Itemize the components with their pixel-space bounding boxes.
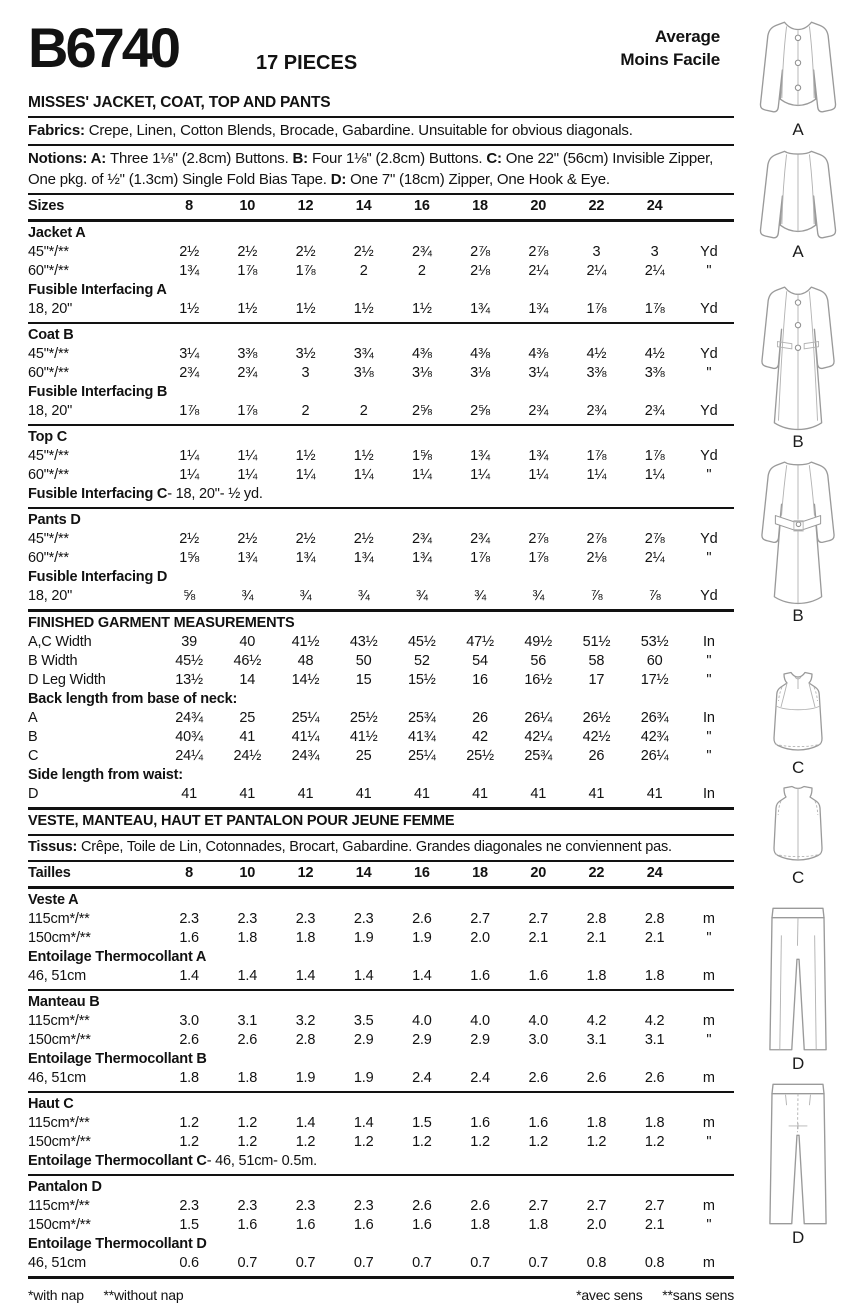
section-row: Haut C [28, 1095, 74, 1112]
section-row: Veste A [28, 891, 79, 908]
divider [28, 507, 734, 509]
table-row: A 24¾ 25 25¼ 25½ 25¾ 26 26¼ 26½ 26¾ In [28, 709, 715, 726]
figure-label: C [791, 758, 805, 777]
table-row: 45"*/** 2½ 2½ 2½ 2½ 2¾ 2⅞ 2⅞ 3 3 Yd [28, 243, 718, 260]
table-row: B 40¾ 41 41¼ 41½ 41¾ 42 42¼ 42½ 42¾ " [28, 728, 712, 745]
divider [28, 609, 734, 612]
difficulty-fr: Moins Facile [620, 49, 720, 69]
table-row: 46, 51cm 1.4 1.4 1.4 1.4 1.4 1.6 1.6 1.8 1.8 m [28, 967, 715, 984]
garment-illustrations-column [740, 0, 860, 1284]
table-row: 150cm*/** 1.5 1.6 1.6 1.6 1.6 1.8 1.8 2.0 2.1 " [28, 1216, 712, 1233]
figure-pants-d-back [740, 1078, 856, 1246]
section-row: Fusible Interfacing D [28, 568, 168, 585]
table-row: 45"*/** 3¼ 3⅜ 3½ 3¾ 4⅜ 4⅜ 4⅜ 4½ 4½ Yd [28, 345, 718, 362]
section-row: Coat B [28, 326, 74, 343]
divider [28, 219, 734, 222]
pattern-envelope-back [28, 12, 734, 1303]
header [28, 12, 734, 90]
pieces-count: 17 PIECES [256, 52, 358, 74]
table-row: A,C Width 39 40 41½ 43½ 45½ 47½ 49½ 51½ 53½ In [28, 633, 715, 650]
section-row: Fusible Interfacing A [28, 281, 167, 298]
figure-label: D [791, 1228, 805, 1247]
section-row: Side length from waist: [28, 766, 183, 783]
footnote-with-nap: *with nap [28, 1286, 84, 1303]
table-row: C 24¼ 24½ 24¾ 25 25¼ 25½ 25¾ 26 26¼ " [28, 747, 712, 764]
figure-pants-d-front [740, 902, 856, 1072]
table-row: 18, 20" 1⅞ 1⅞ 2 2 2⅝ 2⅝ 2¾ 2¾ 2¾ Yd [28, 402, 718, 419]
divider [28, 1091, 734, 1093]
footnote-sans-sens: **sans sens [662, 1286, 734, 1303]
footnote-french [576, 1287, 734, 1303]
figure-label: C [791, 868, 805, 887]
section-row: Pants D [28, 511, 81, 528]
figure-jacket-a-front [740, 16, 856, 138]
table-row: D 41 41 41 41 41 41 41 41 41 In [28, 785, 715, 802]
figure-top-c-front [740, 668, 856, 776]
section-row: Top C [28, 428, 67, 445]
figure-top-c-back [740, 782, 856, 886]
notions-text: Notions: A: Three 1⅛" (2.8cm) Buttons. B: Four 1⅛" (2.8cm) Buttons. C: One 22" (56cm) Invisible Zipper, One pkg. of ½" (1.3cm) Single Fold Bias Tape. D: One 7" (18cm) Zipper, One Hook & Eye. [28, 149, 714, 188]
table-row: 115cm*/** 1.2 1.2 1.4 1.4 1.5 1.6 1.6 1.8 1.8 m [28, 1114, 715, 1131]
figure-label: D [791, 1054, 805, 1073]
fabrics-text: Fabrics: Crepe, Linen, Cotton Blends, Brocade, Gabardine. Unsuitable for obvious diagonals. [28, 121, 633, 139]
figure-jacket-a-back [740, 146, 856, 260]
divider [28, 886, 734, 889]
table-row: 60"*/** 2¾ 2¾ 3 3⅛ 3⅛ 3⅛ 3¼ 3⅜ 3⅜ " [28, 364, 712, 381]
table-row: Sizes 8 10 12 14 16 18 20 22 24 [28, 197, 663, 214]
yardage-table-english [28, 197, 734, 810]
table-row: D Leg Width 13½ 14 14½ 15 15½ 16 16½ 17 17½ " [28, 671, 712, 688]
difficulty-rating [620, 26, 720, 72]
top-front-illustration [748, 668, 848, 758]
table-row: B Width 45½ 46½ 48 50 52 54 56 58 60 " [28, 652, 712, 669]
section-row: Fusible Interfacing B [28, 383, 168, 400]
footnote-english [28, 1287, 183, 1303]
divider [28, 1174, 734, 1176]
table-row: 150cm*/** 1.6 1.8 1.8 1.9 1.9 2.0 2.1 2.1 2.1 " [28, 929, 712, 946]
table-row: 115cm*/** 2.3 2.3 2.3 2.3 2.6 2.7 2.7 2.8 2.8 m [28, 910, 715, 927]
table-row: 60"*/** 1¾ 1⅞ 1⅞ 2 2 2⅛ 2¼ 2¼ 2¼ " [28, 262, 712, 279]
table-row: Fusible Interfacing C- 18, 20"- ½ yd. [28, 485, 263, 502]
garment-title: MISSES' JACKET, COAT, TOP AND PANTS [28, 94, 331, 111]
difficulty-en: Average [654, 27, 720, 46]
table-row: 46, 51cm 1.8 1.8 1.9 1.9 2.4 2.4 2.6 2.6 2.6 m [28, 1069, 715, 1086]
table-row: 45"*/** 1¼ 1¼ 1½ 1½ 1⅝ 1¾ 1¾ 1⅞ 1⅞ Yd [28, 447, 718, 464]
section-row: Pantalon D [28, 1178, 102, 1195]
section-row: Jacket A [28, 224, 86, 241]
table-row: Entoilage Thermocollant C- 46, 51cm- 0.5m. [28, 1152, 317, 1169]
section-row: Entoilage Thermocollant A [28, 948, 207, 965]
footnote-without-nap: **without nap [103, 1286, 184, 1303]
figure-label: A [792, 120, 804, 139]
section-row: Entoilage Thermocollant D [28, 1235, 207, 1252]
divider [28, 116, 734, 118]
table-row: Tailles 8 10 12 14 16 18 20 22 24 [28, 864, 663, 881]
pattern-number: B6740 [28, 16, 179, 79]
table-row: 46, 51cm 0.6 0.7 0.7 0.7 0.7 0.7 0.7 0.8 0.8 m [28, 1254, 715, 1271]
table-row: 60"*/** 1¼ 1¼ 1¼ 1¼ 1¼ 1¼ 1¼ 1¼ 1¼ " [28, 466, 712, 483]
yardage-table-french [28, 812, 734, 1279]
figure-coat-b-back [740, 458, 856, 624]
divider [28, 860, 734, 862]
divider [28, 322, 734, 324]
table-row: 150cm*/** 2.6 2.6 2.8 2.9 2.9 2.9 3.0 3.1 3.1 " [28, 1031, 712, 1048]
jacket-back-illustration [746, 146, 850, 242]
section-row: Entoilage Thermocollant B [28, 1050, 207, 1067]
table-row: 18, 20" 1½ 1½ 1½ 1½ 1½ 1¾ 1¾ 1⅞ 1⅞ Yd [28, 300, 718, 317]
divider [28, 807, 734, 810]
section-row: Back length from base of neck: [28, 690, 238, 707]
table-row: Tissus: Crêpe, Toile de Lin, Cotonnades, Brocart, Gabardine. Grandes diagonales ne conviennent pas. [28, 838, 672, 855]
coat-back-illustration [746, 458, 850, 606]
divider [28, 1276, 734, 1279]
divider [28, 834, 734, 836]
table-row: 150cm*/** 1.2 1.2 1.2 1.2 1.2 1.2 1.2 1.2 1.2 " [28, 1133, 712, 1150]
divider [28, 989, 734, 991]
divider [28, 193, 734, 195]
figure-label: B [792, 432, 804, 451]
table-row: 18, 20" ⅝ ¾ ¾ ¾ ¾ ¾ ¾ ⅞ ⅞ Yd [28, 587, 718, 604]
table-row: 45"*/** 2½ 2½ 2½ 2½ 2¾ 2¾ 2⅞ 2⅞ 2⅞ Yd [28, 530, 718, 547]
pants-front-illustration [746, 902, 850, 1054]
divider [28, 144, 734, 146]
table-row: 60"*/** 1⅝ 1¾ 1¾ 1¾ 1¾ 1⅞ 1⅞ 2⅛ 2¼ " [28, 549, 712, 566]
figure-label: A [792, 242, 804, 261]
footnote-avec-sens: *avec sens [576, 1286, 643, 1303]
divider [28, 424, 734, 426]
figure-label: B [792, 606, 804, 625]
top-back-illustration [748, 782, 848, 868]
table-row: 115cm*/** 2.3 2.3 2.3 2.3 2.6 2.6 2.7 2.7 2.7 m [28, 1197, 715, 1214]
footnotes [28, 1287, 734, 1303]
pants-back-illustration [746, 1078, 850, 1228]
table-row: 115cm*/** 3.0 3.1 3.2 3.5 4.0 4.0 4.0 4.2 4.2 m [28, 1012, 715, 1029]
section-row: Manteau B [28, 993, 100, 1010]
jacket-front-illustration [746, 16, 850, 120]
section-row: FINISHED GARMENT MEASUREMENTS [28, 614, 295, 631]
figure-coat-b-front [740, 282, 856, 450]
section-row: VESTE, MANTEAU, HAUT ET PANTALON POUR JEUNE FEMME [28, 812, 455, 829]
coat-front-illustration [746, 282, 850, 432]
